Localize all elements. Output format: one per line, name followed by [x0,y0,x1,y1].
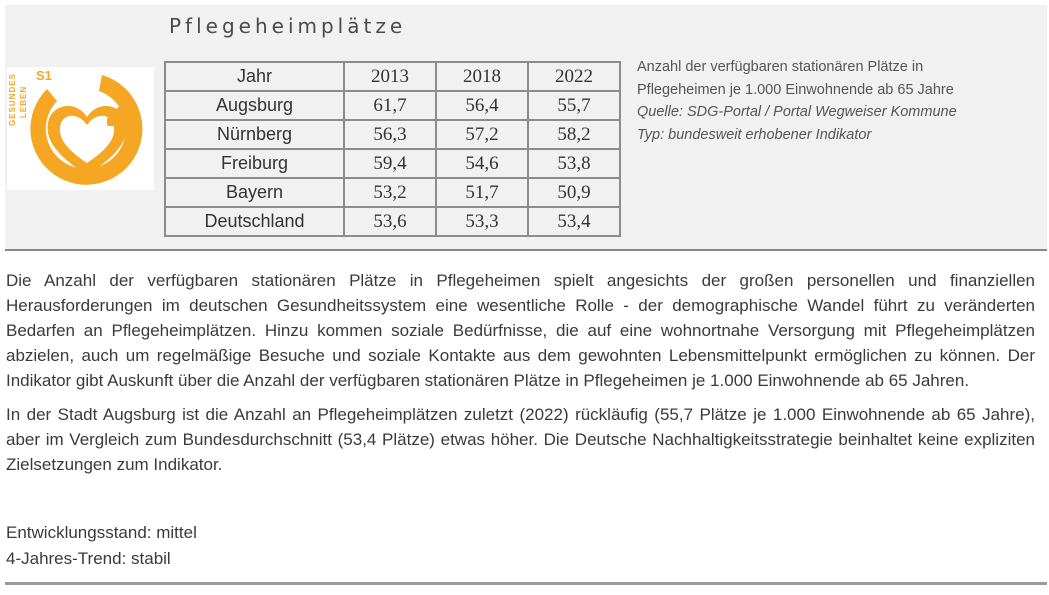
row-value: 58,2 [528,120,620,149]
table-row [165,120,620,149]
trend-status: 4-Jahres-Trend: stabil [6,549,171,568]
indicator-info [637,56,957,146]
row-value: 59,4 [344,149,436,178]
row-name: Bayern [165,178,344,207]
heart-plus-icon [7,67,154,190]
table-header-row [165,62,620,91]
row-value: 56,4 [436,91,528,120]
row-name: Freiburg [165,149,344,178]
page-title: Pflegeheimplätze [169,14,407,38]
development-status: Entwicklungsstand: mittel [6,523,197,542]
row-value: 53,2 [344,178,436,207]
info-source: Quelle: SDG-Portal / Portal Wegweiser Kommune [637,104,957,120]
table-row [165,91,620,120]
row-name: Augsburg [165,91,344,120]
logo-line2: LEBEN [19,85,28,118]
row-value: 57,2 [436,120,528,149]
table-row [165,207,620,236]
row-name: Deutschland [165,207,344,236]
body-text [6,268,1035,486]
info-line-2: Pflegeheimen je 1.000 Einwohnende ab 65 Jahre [637,81,954,98]
header-cell: 2013 [344,62,436,91]
row-value: 53,8 [528,149,620,178]
row-value: 50,9 [528,178,620,207]
table-row [165,149,620,178]
header-divider [5,249,1047,251]
header-cell: 2018 [436,62,528,91]
row-value: 51,7 [436,178,528,207]
logo-code: S1 [36,68,52,83]
row-value: 53,4 [528,207,620,236]
logo [7,67,154,190]
header-cell: Jahr [165,62,344,91]
paragraph-1: Die Anzahl der verfügbaren stationären Plätze in Pflegeheimen spielt angesichts der großen personellen und finanziellen Herausforderungen im deutschen Gesundheitssystem eine wesentliche Rolle - der demographische Wandel führt zu veränderten Bedarfen an Pflegeheimplätzen. Hinzu kommen soziale Bedürfnisse, die auf eine wohnortnahe Versorgung mit Pflegeheimplätzen abzielen, auch um regelmäßige Besuche und soziale Kontakte aus dem gewohnten Lebensmittelpunkt ermöglichen zu können. Der Indikator gibt Auskunft über die Anzahl der verfügbaren stationären Plätze in Pflegeheimen je 1.000 Einwohnende ab 65 Jahren. [6,271,1035,390]
info-line-1: Anzahl der verfügbaren stationären Plätze in [637,59,924,75]
logo-line1: GESUNDES [8,73,17,126]
row-value: 53,3 [436,207,528,236]
row-value: 54,6 [436,149,528,178]
row-name: Nürnberg [165,120,344,149]
table-row [165,178,620,207]
row-value: 53,6 [344,207,436,236]
header-cell: 2022 [528,62,620,91]
bottom-rule [5,582,1047,585]
status-lines [6,520,197,572]
row-value: 61,7 [344,91,436,120]
row-value: 55,7 [528,91,620,120]
paragraph-2: In der Stadt Augsburg ist die Anzahl an Pflegeheimplätzen zuletzt (2022) rückläufig (55,7 Plätze je 1.000 Einwohnende ab 65 Jahre), aber im Vergleich zum Bundesdurchschnitt (53,4 Plätze) etwas höher. Die Deutsche Nachhaltigkeitsstrategie beinhaltet keine expliziten Zielsetzungen zum Indikator. [6,405,1035,474]
row-value: 56,3 [344,120,436,149]
info-type: Typ: bundesweit erhobener Indikator [637,126,872,143]
data-table [164,61,621,237]
